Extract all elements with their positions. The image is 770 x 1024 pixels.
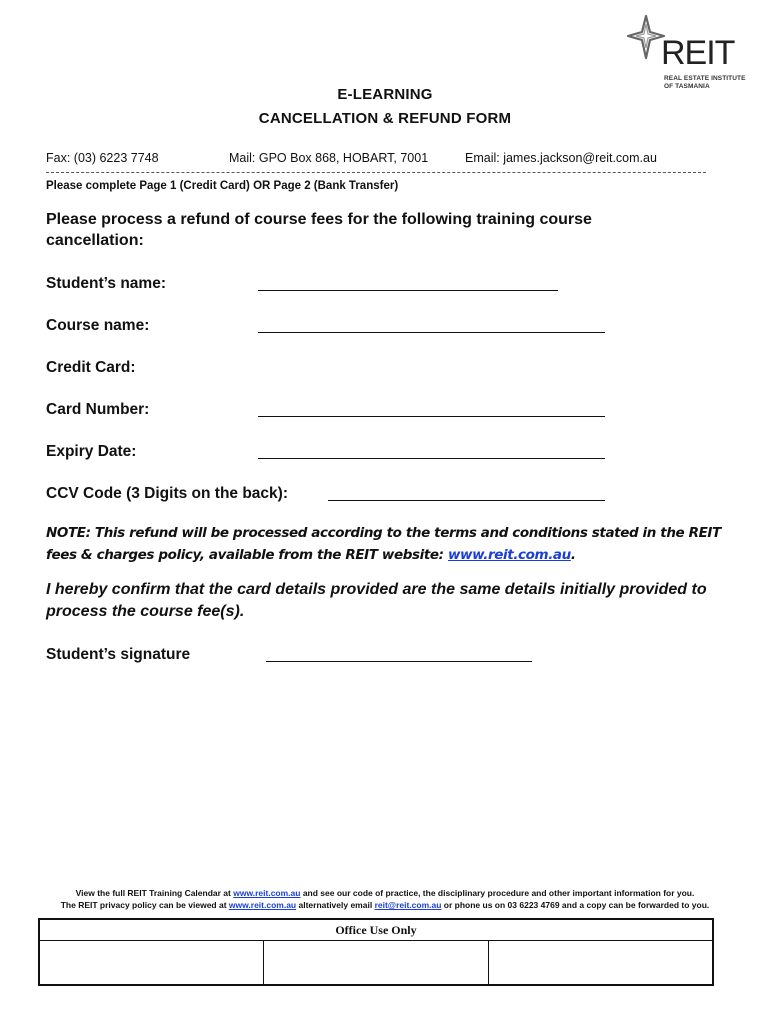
footer-text: View the full REIT Training Calendar at: [75, 888, 234, 898]
office-use-header: Office Use Only: [40, 920, 712, 941]
footer-line-1: [0, 888, 770, 898]
card-number-label: Card Number:: [46, 401, 150, 418]
card-number-field[interactable]: [258, 416, 605, 417]
logo-subtitle-2: OF TASMANIA: [664, 83, 710, 90]
fax-number: Fax: (03) 6223 7748: [46, 151, 159, 165]
footer-text: and see our code of practice, the disciplinary procedure and other important information for you.: [300, 888, 695, 898]
footer-text: The REIT privacy policy can be viewed at: [60, 900, 229, 910]
intro-text: Please process a refund of course fees for the following training course cancellation:: [46, 211, 592, 249]
footer-line-2: [0, 900, 770, 910]
footer-text: alternatively email: [296, 900, 375, 910]
credit-card-label: Credit Card:: [46, 359, 136, 376]
signature-field[interactable]: [266, 661, 532, 662]
signature-label: Student’s signature: [46, 646, 191, 663]
footer-website-link[interactable]: www.reit.com.au: [233, 888, 301, 898]
mail-address: Mail: GPO Box 868, HOBART, 7001: [229, 151, 429, 165]
expiry-date-field[interactable]: [258, 458, 605, 459]
office-use-cell: [40, 941, 263, 985]
ccv-code-field[interactable]: [328, 500, 605, 501]
email-address: Email: james.jackson@reit.com.au: [465, 151, 657, 165]
diamond-star-icon: [626, 14, 666, 60]
student-name-label: Student’s name:: [46, 275, 166, 292]
student-name-field[interactable]: [258, 290, 558, 291]
course-name-label: Course name:: [46, 317, 150, 334]
note-text: NOTE: This refund will be processed according to the terms and conditions stated in the REIT fees & charges policy, available from the REIT website:: [46, 525, 721, 563]
refund-note: [46, 522, 736, 566]
ccv-code-label: CCV Code (3 Digits on the back):: [46, 485, 288, 502]
note-website-link[interactable]: www.reit.com.au: [447, 547, 571, 563]
footer-text: or phone us on 03 6223 4769 and a copy can be forwarded to you.: [441, 900, 710, 910]
course-name-field[interactable]: [258, 332, 605, 333]
logo-subtitle-1: REAL ESTATE INSTITUTE: [664, 75, 746, 82]
footer-email-link[interactable]: reit@reit.com.au: [374, 900, 442, 910]
note-end: .: [570, 547, 576, 563]
privacy-policy-link[interactable]: www.reit.com.au: [228, 900, 297, 910]
instruction-text: Please complete Page 1 (Credit Card) OR Page 2 (Bank Transfer): [46, 180, 399, 192]
logo-brand: REIT: [661, 34, 735, 72]
expiry-date-label: Expiry Date:: [46, 443, 137, 460]
card-confirmation-text: I hereby confirm that the card details provided are the same details initially provided to process the course fee(s).: [46, 581, 707, 620]
form-title-line1: E-LEARNING: [337, 86, 433, 103]
divider: [46, 172, 706, 173]
office-use-cell: [263, 941, 487, 985]
office-use-cell: [488, 941, 712, 985]
form-title-line2: CANCELLATION & REFUND FORM: [258, 110, 512, 127]
office-use-table: [38, 918, 714, 986]
